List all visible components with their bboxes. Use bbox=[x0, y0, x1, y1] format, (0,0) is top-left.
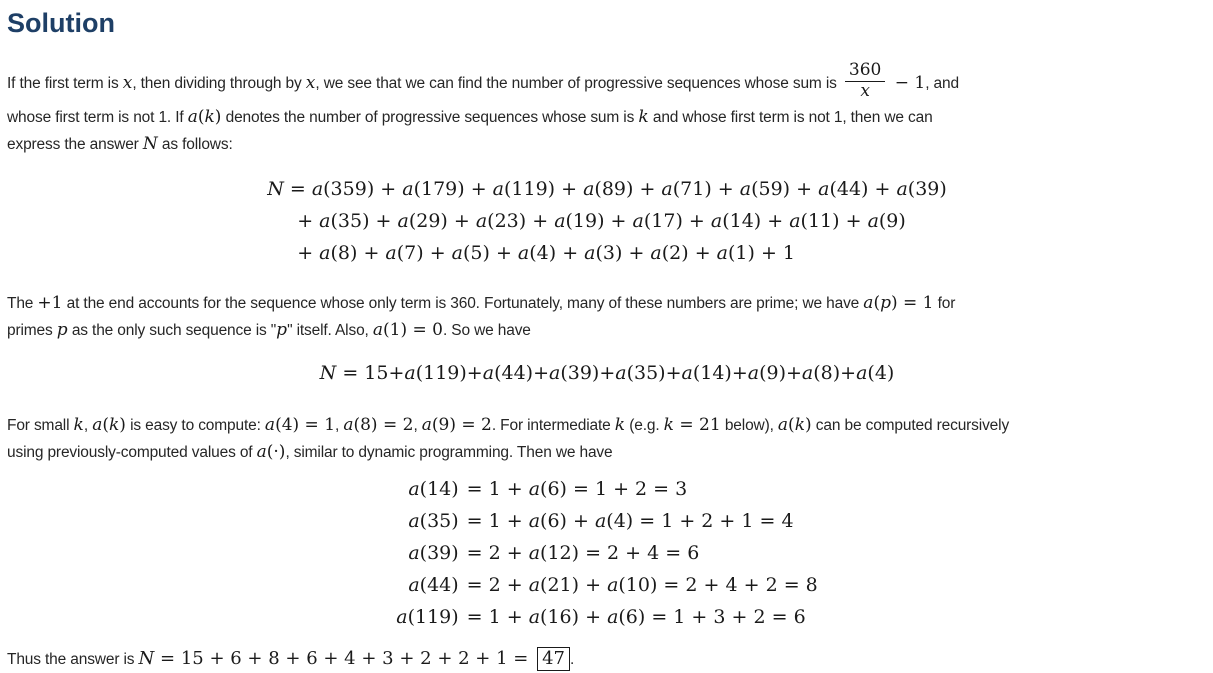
text-run: For small bbox=[7, 417, 74, 435]
equation-rhs bbox=[467, 538, 818, 570]
line bbox=[7, 439, 1207, 466]
line bbox=[267, 206, 947, 238]
line bbox=[7, 290, 1207, 317]
math-run: x bbox=[860, 80, 870, 101]
math-run: a(k) bbox=[187, 107, 222, 128]
math-run: + a(8) + a(7) + a(5) + a(4) + a(3) + a(2) + a(1) + 1 bbox=[297, 242, 795, 265]
line bbox=[7, 646, 1207, 673]
math-run: = 2 + a(12) = 2 + 4 = 6 bbox=[466, 542, 700, 565]
text-run: . So we have bbox=[442, 322, 531, 340]
math-run: N = a(359) + a(179) + a(119) + a(89) + a(71) + a(59) + a(44) + a(39) bbox=[267, 178, 947, 201]
math-run: k bbox=[614, 415, 626, 436]
text-run: primes bbox=[7, 322, 57, 340]
text-run: , we see that we can find the number of progressive sequences whose sum is bbox=[315, 75, 841, 93]
equation-lhs bbox=[396, 506, 458, 538]
line bbox=[7, 131, 1207, 158]
section-title: Solution bbox=[7, 8, 115, 38]
math-run: = 1 + a(16) + a(6) = 1 + 3 + 2 = 6 bbox=[466, 606, 806, 629]
math-run: a(8) = 2 bbox=[343, 415, 414, 436]
math-run: N = 15+a(119)+a(44)+a(39)+a(35)+a(14)+a(9)+a(8)+a(4) bbox=[319, 362, 895, 385]
math-run: x bbox=[305, 73, 316, 94]
text-run: whose first term is not 1. If bbox=[7, 109, 188, 127]
math-run: a(·) bbox=[256, 442, 286, 463]
math-run: − 1 bbox=[889, 73, 926, 94]
text-run: , bbox=[413, 417, 422, 435]
math-run: a(k) bbox=[92, 415, 126, 436]
equation-rhs bbox=[467, 570, 818, 602]
paragraph-compute bbox=[7, 412, 1207, 466]
equation-lhs bbox=[396, 538, 458, 570]
math-run: x bbox=[122, 73, 133, 94]
text-run: (e.g. bbox=[625, 417, 664, 435]
text-run: using previously-computed values of bbox=[7, 444, 257, 462]
math-run: p bbox=[276, 320, 288, 341]
math-run: a(119) bbox=[396, 606, 459, 629]
equation-rhs bbox=[467, 474, 818, 506]
equation-lhs bbox=[396, 474, 458, 506]
math-run: a(39) bbox=[408, 542, 459, 565]
line bbox=[7, 412, 1207, 439]
math-run: = 2 + a(21) + a(10) = 2 + 4 + 2 = 8 bbox=[466, 574, 818, 597]
text-run: denotes the number of progressive sequences whose sum is bbox=[221, 109, 639, 127]
equation-simplified-block bbox=[320, 358, 895, 390]
text-run: Thus the answer is bbox=[7, 651, 139, 669]
math-run: = 1 + a(6) = 1 + 2 = 3 bbox=[466, 478, 688, 501]
math-run: a(4) = 1 bbox=[264, 415, 336, 436]
paragraph-intro bbox=[7, 60, 1207, 158]
math-run: +1 bbox=[37, 293, 63, 314]
math-run: p bbox=[56, 320, 68, 341]
text-run: for bbox=[933, 295, 956, 313]
equation-simplified bbox=[7, 358, 1207, 390]
text-run: , bbox=[83, 417, 93, 435]
math-run: k bbox=[638, 107, 649, 128]
text-run: below), bbox=[720, 417, 778, 435]
text-run: " itself. Also, bbox=[287, 322, 373, 340]
equation-recursions-grid bbox=[396, 474, 818, 634]
math-run: a(9) = 2 bbox=[421, 415, 492, 436]
answer-line bbox=[7, 646, 1207, 673]
text-run: , then dividing through by bbox=[132, 75, 306, 93]
line bbox=[267, 238, 947, 270]
paragraph-primes bbox=[7, 290, 1207, 344]
equation-lhs bbox=[396, 570, 458, 602]
text-run: . bbox=[569, 651, 575, 669]
math-run: = 1 + a(6) + a(4) = 1 + 2 + 1 = 4 bbox=[466, 510, 794, 533]
math-run: a(p) = 1 bbox=[863, 293, 934, 314]
equation-sum-expansion bbox=[7, 174, 1207, 270]
math-run: N bbox=[142, 134, 158, 155]
line bbox=[7, 317, 1207, 344]
fraction bbox=[845, 61, 885, 101]
math-run: a(14) bbox=[408, 478, 459, 501]
text-run: as the only such sequence is " bbox=[67, 322, 277, 340]
line bbox=[267, 174, 947, 206]
math-run: a(k) bbox=[777, 415, 812, 436]
text-run: express the answer bbox=[7, 136, 143, 154]
math-run: 47 bbox=[542, 648, 565, 670]
math-run: k = 21 bbox=[663, 415, 721, 436]
equation-recursions bbox=[7, 474, 1207, 634]
text-run: If the first term is bbox=[7, 75, 123, 93]
equation-sum-expansion-block bbox=[267, 174, 947, 270]
text-run: , similar to dynamic programming. Then we have bbox=[285, 444, 613, 462]
math-run: 360 bbox=[848, 60, 882, 80]
text-run: and whose first term is not 1, then we can bbox=[648, 109, 933, 127]
math-run: a(35) bbox=[408, 510, 459, 533]
line bbox=[7, 104, 1207, 131]
math-run: N = 15 + 6 + 8 + 6 + 4 + 3 + 2 + 2 + 1 = bbox=[138, 648, 535, 670]
math-run: a(44) bbox=[408, 574, 459, 597]
math-run: + a(35) + a(29) + a(23) + a(19) + a(17) + a(14) + a(11) + a(9) bbox=[297, 210, 906, 233]
equation-lhs bbox=[396, 602, 458, 634]
text-run: at the end accounts for the sequence whose only term is 360. Fortunately, many of these numbers are prime; we have bbox=[62, 295, 864, 313]
math-run: k bbox=[73, 415, 84, 436]
text-run: . For intermediate bbox=[491, 417, 615, 435]
equation-rhs bbox=[467, 506, 818, 538]
line bbox=[320, 358, 895, 390]
boxed-answer bbox=[537, 647, 570, 671]
text-run: as follows: bbox=[157, 136, 233, 154]
text-run: is easy to compute: bbox=[125, 417, 265, 435]
text-run: The bbox=[7, 295, 38, 313]
text-run: , bbox=[335, 417, 344, 435]
line bbox=[7, 60, 1207, 104]
text-run: can be computed recursively bbox=[811, 417, 1010, 435]
equation-rhs bbox=[467, 602, 818, 634]
math-run: a(1) = 0 bbox=[372, 320, 443, 341]
text-run: , and bbox=[925, 75, 959, 93]
